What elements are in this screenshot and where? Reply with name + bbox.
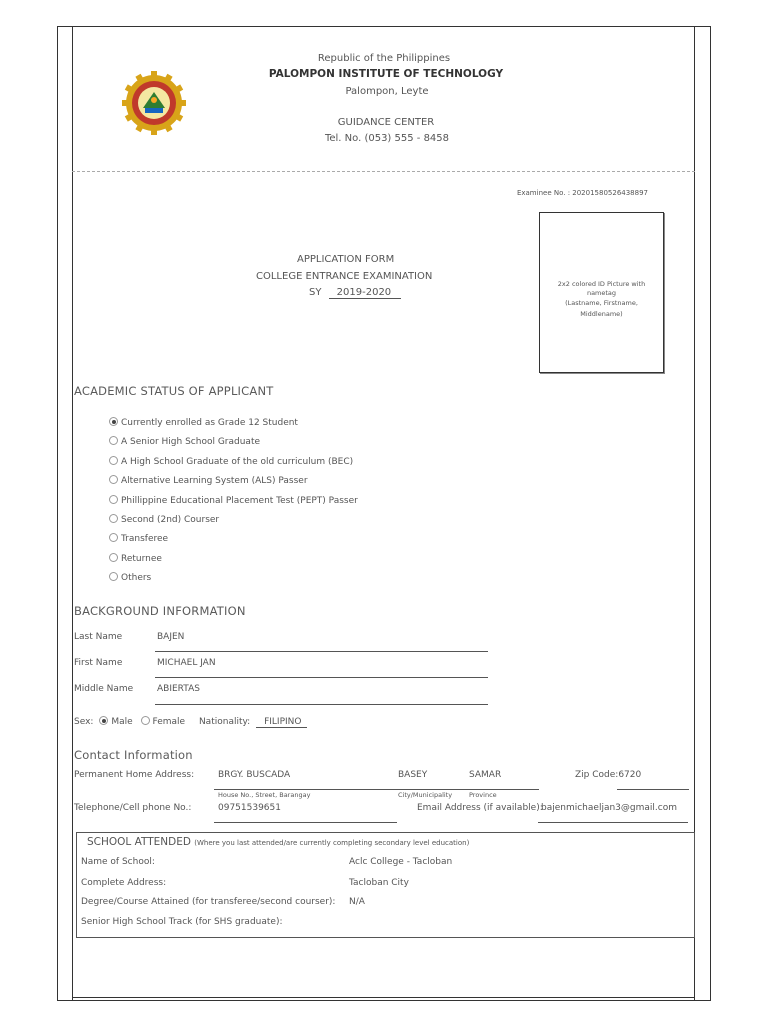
first-name-value[interactable]: MICHAEL JAN: [157, 658, 216, 668]
school-attended-box: [76, 832, 695, 938]
form-title-line1: APPLICATION FORM: [297, 254, 395, 265]
status-option-returnee[interactable]: Returnee: [109, 553, 162, 564]
status-option-second-courser[interactable]: Second (2nd) Courser: [109, 514, 219, 525]
guidance-center: GUIDANCE CENTER: [337, 117, 435, 128]
street-caption: House No., Street, Barangay: [218, 791, 311, 799]
photo-instruction-4: Middlename): [580, 310, 623, 318]
photo-instruction-2: nametag: [586, 289, 617, 297]
radio-icon[interactable]: [109, 436, 118, 445]
middle-name-label: Middle Name: [74, 684, 134, 694]
status-option-als-passer[interactable]: Alternative Learning System (ALS) Passer: [109, 475, 308, 486]
school-name-value[interactable]: Aclc College - Tacloban: [349, 857, 453, 867]
page-border-bottom-inner: [72, 997, 695, 998]
institute-location: Palompon, Leyte: [345, 86, 429, 97]
school-heading-note: (Where you last attended/are currently completing secondary level education): [194, 839, 470, 847]
sex-female-label: Female: [152, 717, 186, 727]
last-name-value[interactable]: BAJEN: [157, 632, 185, 642]
school-heading-title: SCHOOL ATTENDED: [87, 836, 191, 848]
radio-icon[interactable]: [109, 533, 118, 542]
radio-icon[interactable]: [109, 475, 118, 484]
nationality-value[interactable]: FILIPINO: [256, 717, 307, 728]
page-border-left: [57, 26, 58, 1001]
school-heading: [87, 836, 469, 848]
school-name-label: Name of School:: [81, 857, 155, 867]
email-label: Email Address (if available):: [417, 803, 543, 813]
photo-instruction-1: 2x2 colored ID Picture with: [557, 280, 646, 288]
radio-icon[interactable]: [109, 572, 118, 581]
radio-male-selected-icon[interactable]: [99, 716, 108, 725]
school-address-value[interactable]: Tacloban City: [349, 878, 409, 888]
first-name-label: First Name: [74, 658, 123, 668]
page-border-top: [57, 26, 711, 27]
status-option-pept-passer[interactable]: Phillippine Educational Placement Test (PEPT) Passer: [109, 495, 358, 506]
email-underline: [538, 822, 688, 823]
zip-value: 6720: [618, 770, 642, 780]
shs-track-label: Senior High School Track (for SHS graduate):: [81, 917, 283, 927]
degree-label: Degree/Course Attained (for transferee/second courser):: [81, 897, 336, 907]
phone-underline: [214, 822, 397, 823]
radio-female-icon[interactable]: [141, 716, 150, 725]
sex-male-label: Male: [111, 717, 133, 727]
first-name-underline: [155, 677, 488, 678]
last-name-underline: [155, 651, 488, 652]
institute-name: PALOMPON INSTITUTE OF TECHNOLOGY: [268, 68, 504, 80]
academic-status-heading: ACADEMIC STATUS OF APPLICANT: [74, 384, 274, 398]
school-year-label: SY: [309, 287, 322, 298]
address-underline: [214, 789, 539, 790]
status-option-shs-graduate[interactable]: A Senior High School Graduate: [109, 436, 260, 447]
radio-icon[interactable]: [109, 456, 118, 465]
contact-heading: Contact Information: [74, 748, 193, 762]
status-option-grade12[interactable]: Currently enrolled as Grade 12 Student: [109, 417, 298, 428]
radio-icon[interactable]: [109, 495, 118, 504]
address-province[interactable]: SAMAR: [469, 770, 502, 780]
middle-name-underline: [155, 704, 488, 705]
header-separator: [72, 171, 695, 172]
degree-value[interactable]: N/A: [349, 897, 365, 907]
school-year: [309, 287, 401, 298]
radio-selected-icon[interactable]: [109, 417, 118, 426]
sex-nationality-row: [74, 716, 307, 727]
last-name-label: Last Name: [74, 632, 123, 642]
status-option-transferee[interactable]: Transferee: [109, 533, 168, 544]
background-heading: BACKGROUND INFORMATION: [74, 604, 246, 618]
examinee-number: Examinee No. : 20201580526438897: [516, 189, 648, 197]
address-city[interactable]: BASEY: [398, 770, 428, 780]
status-option-others[interactable]: Others: [109, 572, 151, 583]
photo-instruction-3: (Lastname, Firstname,: [565, 299, 638, 307]
radio-icon[interactable]: [109, 553, 118, 562]
page-border-bottom: [57, 1000, 711, 1001]
id-photo-box[interactable]: [539, 212, 664, 373]
nationality-label: Nationality:: [198, 717, 251, 727]
zip-code[interactable]: [575, 770, 641, 780]
email-value[interactable]: bajenmichaeljan3@gmail.com: [541, 803, 677, 813]
city-caption: City/Municipality: [398, 791, 453, 799]
phone-label: Telephone/Cell phone No.:: [74, 803, 192, 813]
phone-value[interactable]: 09751539651: [218, 803, 281, 813]
form-title-line2: COLLEGE ENTRANCE EXAMINATION: [256, 271, 433, 282]
page-border-right: [710, 26, 711, 1001]
page-border-inner-left: [72, 26, 73, 1001]
republic-line: Republic of the Philippines: [317, 53, 451, 64]
status-option-bec-graduate[interactable]: A High School Graduate of the old curriculum (BEC): [109, 456, 353, 467]
zip-label: Zip Code:: [575, 770, 619, 780]
middle-name-value[interactable]: ABIERTAS: [157, 684, 200, 694]
school-year-value: 2019-2020: [329, 287, 402, 299]
address-street[interactable]: BRGY. BUSCADA: [218, 770, 291, 780]
zip-underline: [617, 789, 689, 790]
radio-icon[interactable]: [109, 514, 118, 523]
province-caption: Province: [469, 791, 497, 799]
school-address-label: Complete Address:: [81, 878, 167, 888]
address-label: Permanent Home Address:: [74, 770, 195, 780]
telephone-line: Tel. No. (053) 555 - 8458: [324, 133, 450, 144]
sex-label: Sex:: [74, 717, 94, 727]
